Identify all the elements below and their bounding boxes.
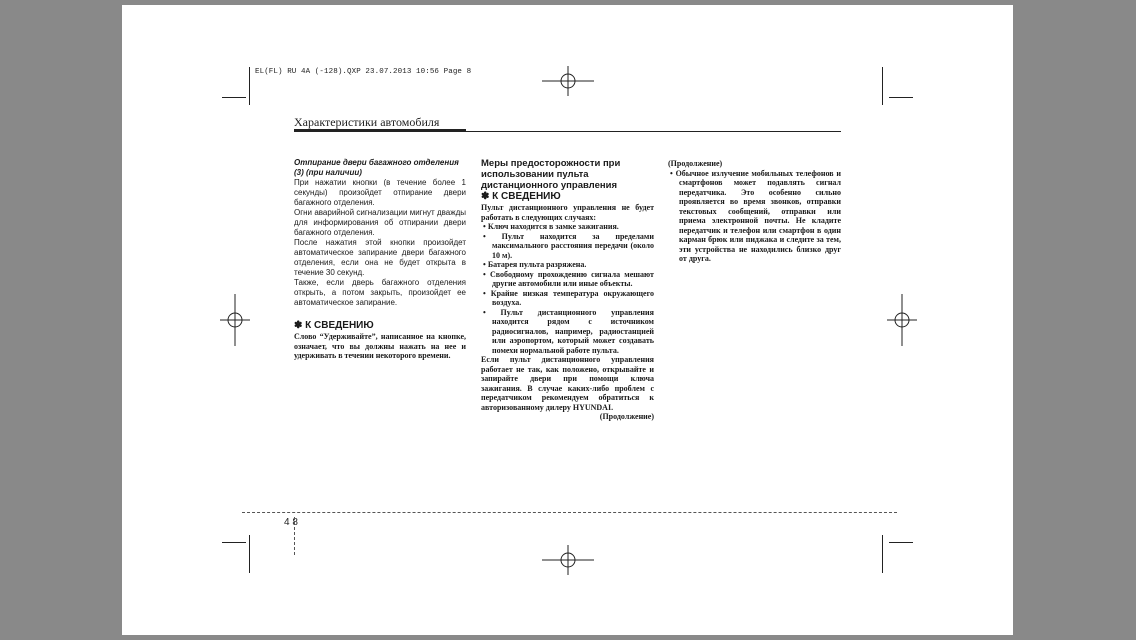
col2-intro: Пульт дистанционного управления не будет работать в следующих случаях: <box>481 203 654 222</box>
list-item: • Крайне низкая температура окружающего воздуха. <box>483 288 654 307</box>
col1-paragraph: При нажатии кнопки (в течение более 1 секунды) произойдет отпирание двери багажного отделения. <box>294 178 466 207</box>
crop-mark <box>249 67 250 105</box>
col1-note-text: Слово “Удерживайте”, написанное на кнопке, означает, что вы должны нажать на нее и удерживать в течении некоторого времени. <box>294 332 466 360</box>
col2-bullet-list <box>481 222 654 355</box>
crop-mark <box>222 542 246 543</box>
col1-paragraph: Огни аварийной сигнализации мигнут дважды для информирования об отпирании двери багажного отделения. <box>294 208 466 237</box>
tailgate-unlock-subhead: Отпирание двери багажного отделения (3) (при наличии) <box>294 158 459 177</box>
list-item: • Батарея пульта разряжена. <box>483 260 587 269</box>
registration-mark-icon <box>542 545 594 575</box>
remote-precautions-heading: Меры предосторожности при использовании пульта дистанционного управления <box>481 158 621 191</box>
col1-note-heading: ✽ К СВЕДЕНИЮ <box>294 320 374 331</box>
section-title-rule <box>294 131 841 132</box>
column-1 <box>294 158 466 361</box>
column-3 <box>668 159 841 264</box>
col2-continued: (Продолжение) <box>599 412 654 421</box>
crop-mark <box>882 67 883 105</box>
page-number-divider <box>294 517 295 555</box>
crop-mark <box>222 97 246 98</box>
col1-paragraph: Также, если дверь багажного отделения открыть, а потом закрыть, произойдет ее автоматическое запирание. <box>294 278 466 307</box>
list-item: • Ключ находится в замке зажигания. <box>483 222 619 231</box>
col2-note-heading: ✽ К СВЕДЕНИЮ <box>481 191 561 202</box>
list-item: • Пульт находится за пределами максимального расстояния передачи (около 10 м). <box>483 231 654 260</box>
col1-paragraph: После нажатия этой кнопки произойдет автоматическое запирание двери багажного отделения, если она не будет открыта в течение 30 секунд. <box>294 238 466 277</box>
footer-dashed-rule <box>242 512 897 513</box>
document-page <box>122 5 1013 635</box>
print-header-meta: EL(FL) RU 4A (-128).QXP 23.07.2013 10:56 Page 8 <box>255 68 472 76</box>
registration-mark-icon <box>887 294 917 346</box>
crop-mark <box>889 542 913 543</box>
list-item: • Обычное излучение мобильных телефонов и смартфонов может подавлять сигнал передатчика. Это особенно сильно проявляется во время звонков, отправки текстовых сообщений, отправки или приема электронной почты. Не кладите передатчик и телефон или смартфон в один карман брюк или пиджака и следите за тем, эти устройства не находились близко друг от друга. <box>670 168 841 263</box>
registration-mark-icon <box>542 66 594 96</box>
list-item: • Пульт дистанционного управления находится рядом с источником радиосигналов, например, радиостанцией или аэропортом, который может создавать помехи нормальной работе пульта. <box>483 307 654 355</box>
page-number: 4 8 <box>284 517 298 528</box>
col3-continued: (Продолжение) <box>668 159 723 168</box>
crop-mark <box>889 97 913 98</box>
col2-tail: Если пульт дистанционного управления работает не так, как положено, открывайте и запирайте двери при помощи ключа зажигания. В случае каких-либо проблем с передатчиком рекомендуем обратиться к авторизованному дилеру HYUNDAI. <box>481 355 654 412</box>
column-2 <box>481 158 654 422</box>
registration-mark-icon <box>220 294 250 346</box>
crop-mark <box>249 535 250 573</box>
crop-mark <box>882 535 883 573</box>
list-item: • Свободному прохождению сигнала мешают другие автомобили или иные объекты. <box>483 269 654 288</box>
section-title: Характеристики автомобиля <box>294 115 440 129</box>
col3-bullet-list <box>668 169 841 264</box>
